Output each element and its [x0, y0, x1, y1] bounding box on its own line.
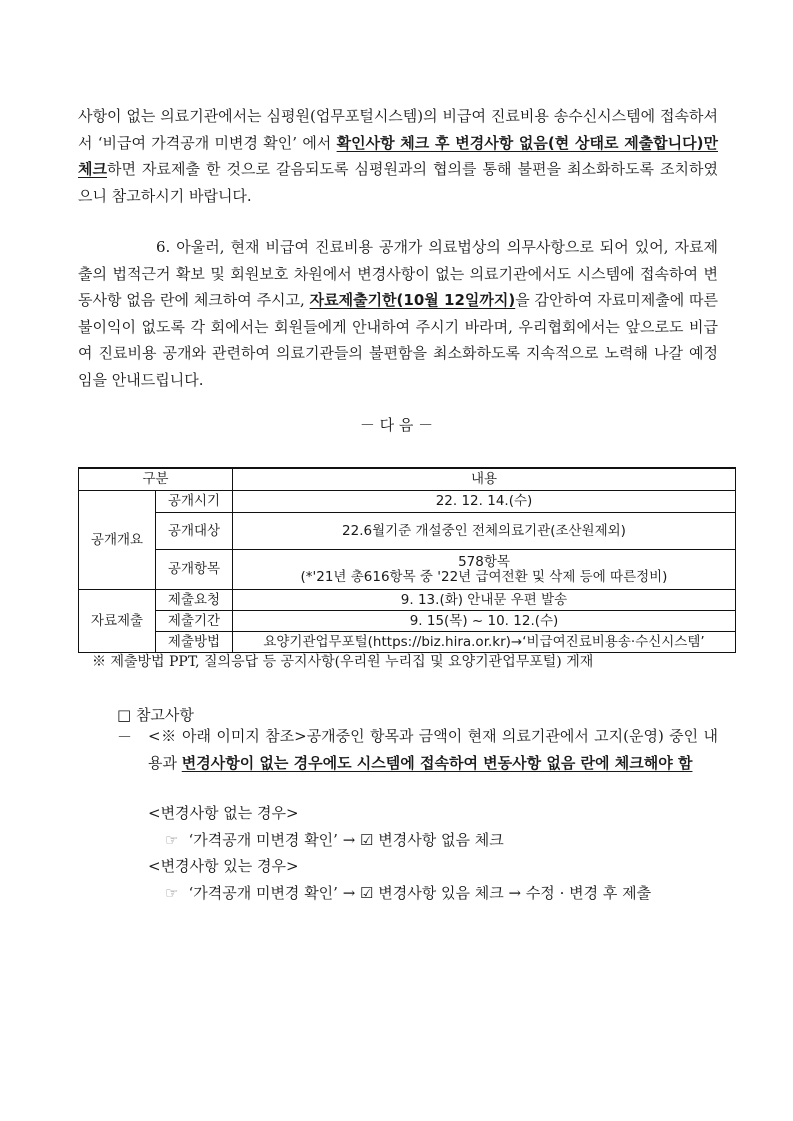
header-content: 내용 — [233, 468, 736, 491]
paragraph-1 — [78, 103, 718, 209]
table-row — [79, 513, 736, 550]
pointing-hand-icon: ☞ — [165, 884, 179, 902]
table-row — [79, 491, 736, 513]
paragraph-1-text-a: 사항이 없는 의료기관에서는 심평원(업무포털시스템)의 비급여 진료비용 송수신시스템에 접속하셔서 ‘비급여 가격공개 미변경 확인’ 에서 — [78, 107, 718, 152]
row-value-main: 578항목 — [458, 553, 510, 570]
paragraph-2-text-b: 을 감안하여 자료미제출에 따른 불이익이 없도록 각 회에서는 회원들에게 안내하여 주시기 바라며, 우리협회에서는 앞으로도 비급여 진료비용 공개와 관련하여 의료기관들의 불편함을 최소화하도록 지속적으로 노력해 나갈 예정임을 안내드립니다. — [78, 291, 718, 389]
case-no-change-line — [165, 829, 504, 850]
case-change-label: <변경사항 있는 경우> — [148, 857, 299, 875]
table-row — [79, 611, 736, 632]
paragraph-1-text-b: 하면 자료제출 한 것으로 갈음되도록 심평원과의 협의를 통해 불편을 최소화하도록 조치하였으니 참고하시기 바랍니다. — [78, 160, 718, 205]
reference-title: □ 참고사항 — [117, 706, 194, 724]
header-category: 구분 — [79, 468, 233, 491]
case-change-text: ‘가격공개 미변경 확인’ → ☑ 변경사항 있음 체크 → 수정 · 변경 후 제출 — [188, 884, 652, 902]
schedule-table — [78, 467, 736, 653]
row-value: 22. 12. 14.(수) — [233, 491, 736, 513]
paragraph-2-emphasis: 자료제출기한(10월 12일까지) — [309, 291, 516, 309]
section-heading: － 다 음 － — [359, 416, 434, 434]
group-label-disclosure: 공개개요 — [79, 491, 156, 590]
paragraph-2-text-a: 6. 아울러, 현재 비급여 진료비용 공개가 의료법상의 의무사항으로 되어 있어, 자료제출의 법적근거 확보 및 회원보호 차원에서 변경사항이 없는 의료기관에서도 시스템에 접속하여 변동사항 없음 란에 체크하여 주시고, — [78, 238, 718, 309]
paragraph-1-emphasis: 확인사항 체크 후 변경사항 없음(현 상태로 제출합니다)만 체크 — [78, 133, 718, 178]
paragraph-2 — [78, 234, 718, 393]
row-value: 9. 15(목) ~ 10. 12.(수) — [233, 611, 736, 632]
reference-dash: － — [117, 728, 133, 746]
row-value: 요양기관업무포털(https://biz.hira.or.kr)→‘비급여진료비용송·수신시스템’ — [233, 632, 736, 653]
row-label: 공개대상 — [156, 513, 233, 550]
case-change-line — [165, 882, 651, 903]
row-value: 9. 13.(화) 안내문 우편 발송 — [233, 590, 736, 611]
row-label: 공개시기 — [156, 491, 233, 513]
pointing-hand-icon: ☞ — [165, 831, 179, 849]
footnote: ※ 제출방법 PPT, 질의응답 등 공지사항(우리원 누리집 및 요양기관업무포털) 게재 — [92, 654, 594, 670]
reference-emphasis: 변경사항이 없는 경우에도 시스템에 접속하여 변동사항 없음 란에 체크해야 함 — [181, 753, 693, 772]
row-value: 22.6월기준 개설중인 전체의료기관(조산원제외) — [233, 513, 736, 550]
table-row — [79, 632, 736, 653]
table-header-row — [79, 468, 736, 491]
row-value-sub: (*'21년 총616항목 중 '22년 급여전환 및 삭제 등에 따른정비) — [300, 568, 668, 585]
case-no-change-text: ‘가격공개 미변경 확인’ → ☑ 변경사항 없음 체크 — [188, 831, 504, 849]
table-row — [79, 590, 736, 611]
reference-body — [148, 723, 718, 776]
row-label: 제출요청 — [156, 590, 233, 611]
reference-text-a: <※ 아래 이미지 참조>공개중인 항목과 금액이 현재 의료기관에서 고지(운영) 중인 내용과 — [148, 727, 718, 772]
row-label: 제출기간 — [156, 611, 233, 632]
case-no-change-label: <변경사항 없는 경우> — [148, 804, 299, 822]
group-label-submission: 자료제출 — [79, 590, 156, 653]
row-label: 제출방법 — [156, 632, 233, 653]
table-row — [79, 550, 736, 590]
row-label: 공개항목 — [156, 550, 233, 590]
row-value — [233, 550, 736, 590]
